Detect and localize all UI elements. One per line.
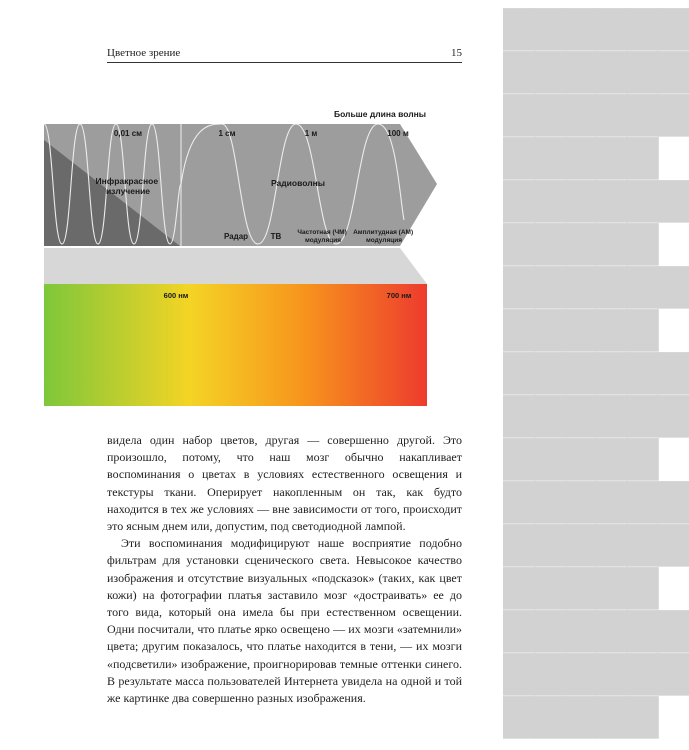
label-am-line: Амплитудная (АМ) [353,229,414,236]
scale-label-0-01cm: 0,01 см [113,129,143,138]
running-head: Цветное зрение [107,47,181,59]
paragraph-1: видела один набор цветов, другая — совершенно другой. Это произошло, потому, что наш мозг обычно накапливает воспоминания о цветах в условиях естественного освещения и текстуры ткани. Оперирует накопленным он так, как будто находится в тех же условиях — вне зависимости от того, происходит это ясным днем или, допустим, под светодиодной лампой. [107,433,462,534]
label-700nm: 700 нм [386,291,412,300]
label-fm-line: Частотная (ЧМ) [297,229,347,236]
label-600nm: 600 нм [163,291,189,300]
paragraph-2: Эти воспоминания модифицируют наше восприятие подобно фильтрам для установки сценического света. Невысокое качество изображения и отсутствие визуальных «подсказок» (таких, как цвет кожи) на фотографии платья заставило мозг «достраивать» ее до того вида, который она имела бы при естественном освещении. Одни посчитали, что платье ярко освещено — их мозги «затемнили» цвета; другим показалось, что платье находится в тени, — их мозги «подсветили» изображение, проигнорировав темные оттенки синего. В результате масса пользователей Интернета увидела на одной и той же картинке два совершенно разных изображения. [107,536,462,706]
label-longer-wavelength: Больше длина волны [333,109,426,119]
label-fm-line: модуляция [304,237,342,244]
visible-spectrum-bar [44,284,427,406]
label-infrared-line: Инфракрасное [95,176,159,186]
label-fm [297,229,348,244]
label-am-line: модуляция [365,237,403,244]
label-radio-waves: Радиоволны [271,178,325,188]
label-radar: Радар [223,232,249,241]
bleed-shadow-text: ▇▇▇▇▇▇ ▇▇▇▇▇▇ ▇▇▇▇▇▇ ▇▇▇▇▇ ▇▇▇▇▇▇ ▇▇▇▇▇ ▇▇▇▇▇▇ ▇▇▇▇▇ ▇▇▇▇▇▇ ▇▇▇▇▇▇ ▇▇▇▇▇ ▇▇▇▇▇▇ ▇▇▇▇▇▇ ▇▇▇▇▇ ▇▇▇▇▇▇ ▇▇▇▇▇▇ ▇▇▇▇▇ [504,5,689,737]
label-tv: ТВ [270,232,282,241]
spectrum-figure [0,0,600,420]
scale-label-1m: 1 м [304,129,318,138]
body-text [107,432,462,707]
scale-label-1cm: 1 см [218,129,236,138]
page-number: 15 [451,47,462,59]
label-infrared-line: излучение [105,186,151,196]
scale-label-100m: 100 м [387,129,409,138]
visible-projection [44,248,427,284]
